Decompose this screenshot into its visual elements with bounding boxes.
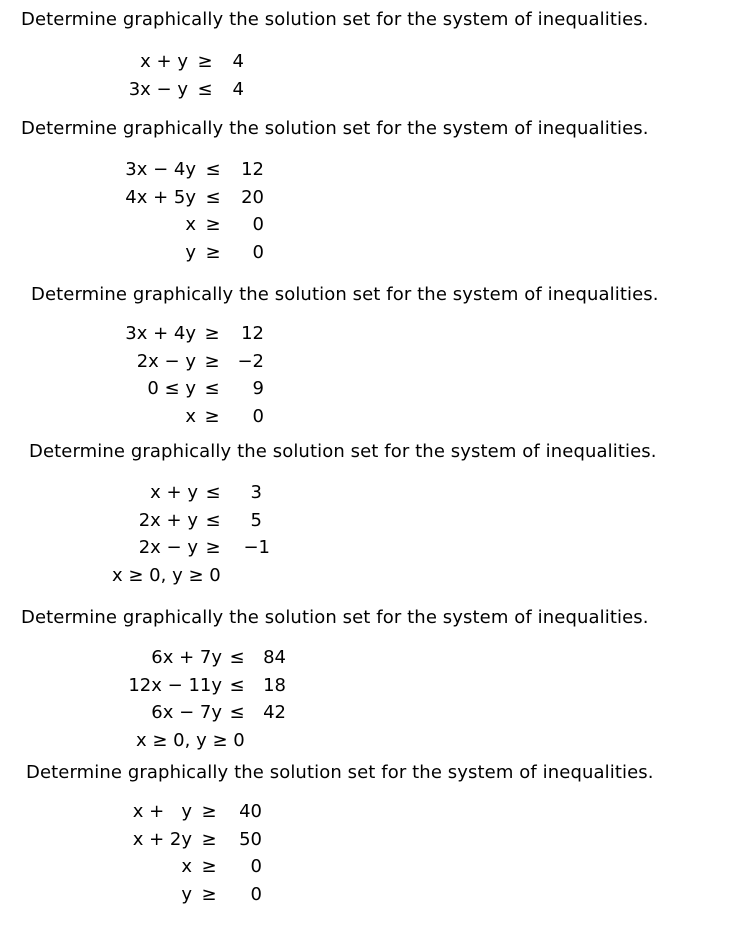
inequality-rhs: −2 — [237, 350, 264, 372]
inequality-rhs: 5 — [250, 509, 262, 531]
inequality-operator: ≥ — [197, 51, 213, 72]
inequality-lhs: x ≥ 0, y ≥ 0 — [136, 729, 245, 751]
problem-6-system — [108, 798, 262, 908]
inequality-rhs: 18 — [263, 674, 286, 696]
inequality-lhs: 2x − y — [138, 537, 198, 558]
inequality-lhs: x + y — [140, 51, 188, 72]
inequality-operator: ≥ — [205, 241, 221, 263]
inequality-rhs: 0 — [252, 214, 264, 235]
inequality-lhs: 4x + 5y — [125, 186, 196, 208]
problem-3-prompt: Determine graphically the solution set for the system of inequalities. — [31, 284, 659, 305]
inequality-operator: ≥ — [204, 323, 220, 344]
inequality-operator: ≤ — [229, 702, 245, 723]
inequality-operator: ≤ — [205, 186, 221, 208]
inequality-rhs: 40 — [239, 801, 262, 822]
inequality-rhs: −1 — [243, 537, 270, 558]
inequality-lhs: 6x − 7y — [151, 702, 222, 723]
inequality-rhs: 0 — [250, 856, 262, 877]
inequality-lhs: y — [185, 241, 196, 263]
inequality-lhs: x + 2y — [132, 828, 192, 850]
inequality-operator: ≤ — [205, 509, 221, 531]
inequality-operator: ≥ — [201, 801, 217, 822]
inequality-operator: ≥ — [204, 405, 220, 427]
inequality-lhs: 12x − 11y — [128, 674, 222, 696]
inequality-operator: ≤ — [205, 159, 221, 180]
inequality-operator: ≥ — [205, 214, 221, 235]
problem-5-system — [108, 644, 286, 754]
inequality-rhs: 9 — [252, 378, 264, 399]
inequality-operator: ≥ — [201, 828, 217, 850]
problem-1-prompt: Determine graphically the solution set for the system of inequalities. — [21, 9, 649, 30]
inequality-rhs: 0 — [250, 883, 262, 905]
problem-1-system — [104, 48, 244, 103]
inequality-lhs: x — [181, 856, 192, 877]
inequality-operator: ≤ — [229, 674, 245, 696]
inequality-rhs: 42 — [263, 702, 286, 723]
inequality-operator: ≥ — [205, 537, 221, 558]
inequality-rhs: 12 — [241, 323, 264, 344]
inequality-lhs: y — [181, 883, 192, 905]
inequality-operator: ≤ — [205, 482, 221, 503]
inequality-lhs: 2x − y — [136, 350, 196, 372]
inequality-rhs: 12 — [241, 159, 264, 180]
problem-2-prompt: Determine graphically the solution set for the system of inequalities. — [21, 118, 649, 139]
inequality-lhs: x — [185, 214, 196, 235]
inequality-operator: ≤ — [197, 78, 213, 100]
inequality-lhs: 3x − y — [128, 78, 188, 100]
problem-6-prompt: Determine graphically the solution set for the system of inequalities. — [26, 762, 654, 783]
inequality-lhs: x — [185, 405, 196, 427]
inequality-lhs: x ≥ 0, y ≥ 0 — [112, 564, 221, 586]
inequality-rhs: 84 — [263, 647, 286, 668]
inequality-operator: ≤ — [229, 647, 245, 668]
inequality-rhs: 50 — [239, 828, 262, 850]
inequality-rhs: 3 — [250, 482, 262, 503]
inequality-lhs: x + y — [132, 801, 192, 822]
problem-5-prompt: Determine graphically the solution set for the system of inequalities. — [21, 607, 649, 628]
inequality-rhs: 0 — [252, 241, 264, 263]
problem-3-system — [114, 320, 264, 430]
inequality-rhs: 4 — [232, 78, 244, 100]
inequality-lhs: 3x + 4y — [125, 323, 196, 344]
problem-4-prompt: Determine graphically the solution set for the system of inequalities. — [29, 441, 657, 462]
problem-4-system — [112, 479, 270, 589]
inequality-lhs: 3x − 4y — [125, 159, 196, 180]
inequality-operator: ≥ — [201, 856, 217, 877]
inequality-lhs: 2x + y — [138, 509, 198, 531]
inequality-lhs: 0 ≤ y — [147, 378, 196, 399]
inequality-lhs: 6x + 7y — [151, 647, 222, 668]
inequality-rhs: 20 — [241, 186, 264, 208]
inequality-operator: ≥ — [201, 883, 217, 905]
inequality-operator: ≤ — [204, 378, 220, 399]
inequality-rhs: 0 — [252, 405, 264, 427]
inequality-rhs: 4 — [232, 51, 244, 72]
inequality-operator: ≥ — [204, 350, 220, 372]
problem-2-system — [104, 156, 264, 266]
inequality-lhs: x + y — [150, 482, 198, 503]
